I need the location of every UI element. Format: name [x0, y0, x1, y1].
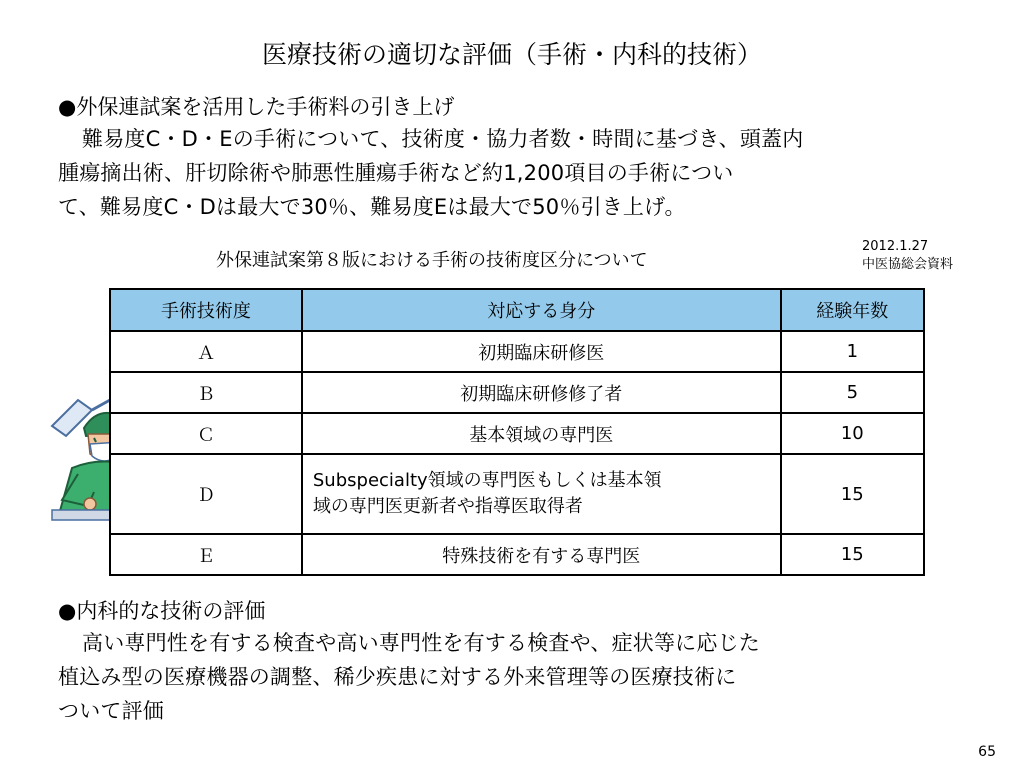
grade-cell: Ａ: [110, 331, 302, 372]
surgery-fee-section: [58, 92, 978, 224]
surgery-fee-line-1: 難易度C・D・Eの手術について、技術度・協力者数・時間に基づき、頭蓋内: [82, 127, 804, 151]
surgery-grade-table: [109, 288, 925, 576]
header-years: 経験年数: [781, 289, 924, 331]
surgery-fee-line-2: 腫瘍摘出術、肝切除術や肺悪性腫瘍手術など約1,200項目の手術につい: [58, 161, 734, 185]
grade-cell: Ｃ: [110, 413, 302, 454]
years-cell: 5: [781, 372, 924, 413]
role-cell: 基本領域の専門医: [302, 413, 781, 454]
role-cell: 特殊技術を有する専門医: [302, 534, 781, 575]
role-line-2: 域の専門医更新者や指導医取得者: [312, 496, 583, 517]
internal-medicine-description: [58, 626, 978, 728]
surgery-fee-heading: ●外保連試案を活用した手術料の引き上げ: [58, 95, 455, 119]
years-cell: 15: [781, 454, 924, 534]
role-line-1: Subspecialty領域の専門医もしくは基本領: [312, 470, 662, 491]
role-cell: 初期臨床研修修了者: [302, 372, 781, 413]
grade-cell: Ｂ: [110, 372, 302, 413]
grade-cell: Ｅ: [110, 534, 302, 575]
source-org: 中医協総会資料: [862, 257, 954, 272]
internal-medicine-line-2: 植込み型の医療機器の調整、稀少疾患に対する外来管理等の医療技術に: [58, 665, 737, 689]
table-caption: 外保連試案第８版における手術の技術度区分について: [216, 250, 648, 271]
surgery-fee-line-3: て、難易度C・Dは最大で30％、難易度Eは最大で50％引き上げ。: [58, 195, 686, 219]
table-row: [110, 413, 924, 454]
years-cell: 10: [781, 413, 924, 454]
role-cell: 初期臨床研修医: [302, 331, 781, 372]
table-row: [110, 331, 924, 372]
internal-medicine-line-1: 高い専門性を有する検査や高い専門性を有する検査や、症状等に応じた: [82, 631, 760, 655]
table-row: [110, 454, 924, 534]
slide-title: 医療技術の適切な評価（手術・内科的技術）: [261, 40, 762, 69]
table-header-row: [110, 289, 924, 331]
table-row: [110, 372, 924, 413]
internal-medicine-section: [58, 596, 978, 728]
source-note: [862, 238, 953, 274]
header-role: 対応する身分: [302, 289, 781, 331]
table-row: [110, 534, 924, 575]
years-cell: 15: [781, 534, 924, 575]
header-grade: 手術技術度: [110, 289, 302, 331]
page-number: 65: [978, 744, 996, 760]
grade-cell: Ｄ: [110, 454, 302, 534]
role-cell: [302, 454, 781, 534]
surgery-fee-description: [58, 122, 978, 224]
internal-medicine-heading: ●内科的な技術の評価: [58, 599, 266, 623]
years-cell: 1: [781, 331, 924, 372]
source-date: 2012.1.27: [862, 239, 929, 254]
internal-medicine-line-3: ついて評価: [58, 699, 164, 723]
